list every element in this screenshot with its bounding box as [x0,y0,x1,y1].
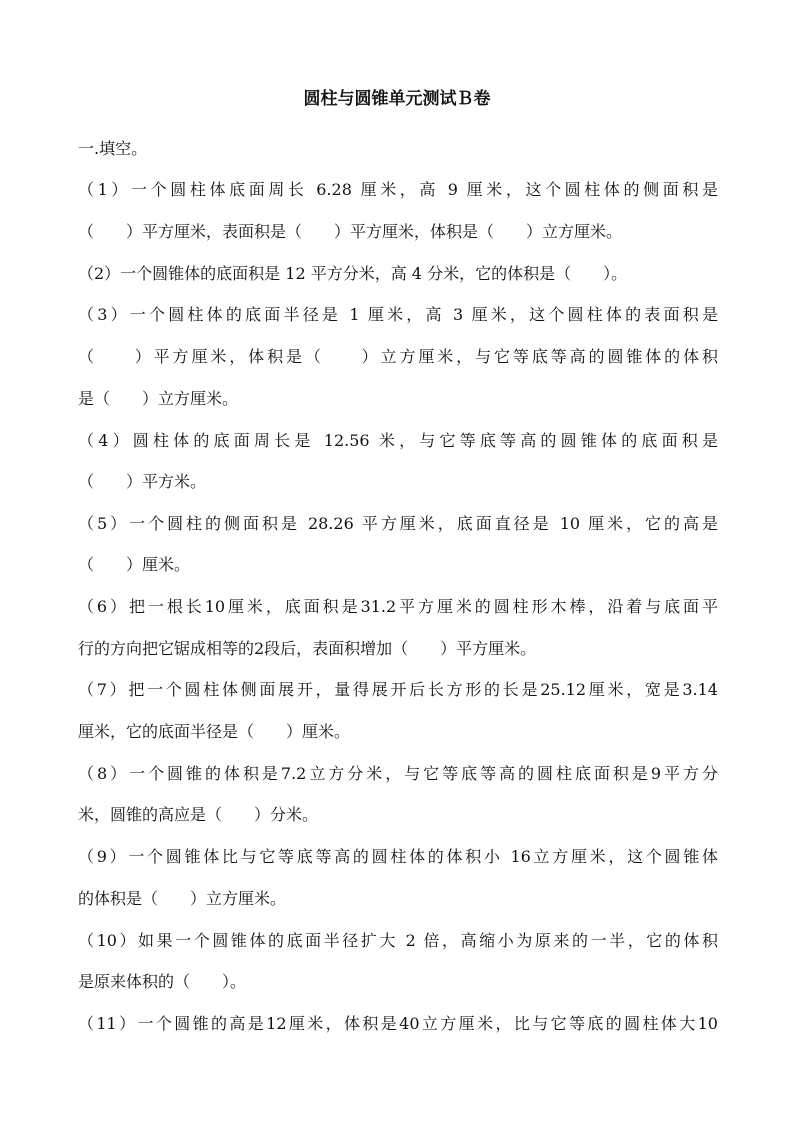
question-line: （3）一个圆柱体的底面半径是 1 厘米，高 3 厘米，这个圆柱体的表面积是 [78,305,718,324]
question-line: 的体积是（ ）立方厘米。 [78,889,287,908]
question-line: 是（ ）立方厘米。 [78,389,239,408]
question-line: （9）一个圆锥体比与它等底等高的圆柱体的体积小 16立方厘米，这个圆锥体 [78,847,718,866]
question-line: （2）一个圆锥体的底面积是 12 平方分米，高 4 分米，它的体积是（ ）。 [78,264,628,283]
question-line: 厘米，它的底面半径是（ ）厘米。 [78,722,351,741]
question-line: （5）一个圆柱的侧面积是 28.26 平方厘米，底面直径是 10 厘米，它的高是 [78,514,718,533]
question-line: （10）如果一个圆锥体的底面半径扩大 2 倍，高缩小为原来的一半，它的体积 [78,931,718,950]
question-line: （ ）平方厘米，体积是（ ）立方厘米，与它等底等高的圆锥体的体积 [78,347,718,366]
section-heading: 一.填空。 [78,139,148,158]
question-line: 是原来体积的（ ）。 [78,972,247,991]
question-line: （7）把一个圆柱体侧面展开，量得展开后长方形的长是25.12厘米，宽是3.14 [78,680,718,699]
question-line: （8）一个圆锥的体积是7.2立方分米，与它等底等高的圆柱底面积是9平方分 [78,764,718,783]
question-line: （ ）平方米。 [78,472,207,491]
question-line: 米，圆锥的高应是（ ）分米。 [78,805,319,824]
question-line: （ ）厘米。 [78,555,191,574]
page-title: 圆柱与圆锥单元测试Ｂ卷 [303,89,491,109]
question-line: （1）一个圆柱体底面周长 6.28 厘米，高 9 厘米，这个圆柱体的侧面积是 [78,180,718,199]
question-line: （11）一个圆锥的高是12厘米，体积是40立方厘米，比与它等底的圆柱体大10 [78,1014,718,1033]
question-line: （4）圆柱体的底面周长是 12.56 米，与它等底等高的圆锥体的底面积是 [78,431,718,450]
question-line: （ ）平方厘米，表面积是（ ）平方厘米，体积是（ ）立方厘米。 [78,222,623,241]
question-line: （6）把一根长10厘米，底面积是31.2平方厘米的圆柱形木棒，沿着与底面平 [78,597,718,616]
question-line: 行的方向把它锯成相等的2段后，表面积增加（ ）平方厘米。 [78,639,537,658]
